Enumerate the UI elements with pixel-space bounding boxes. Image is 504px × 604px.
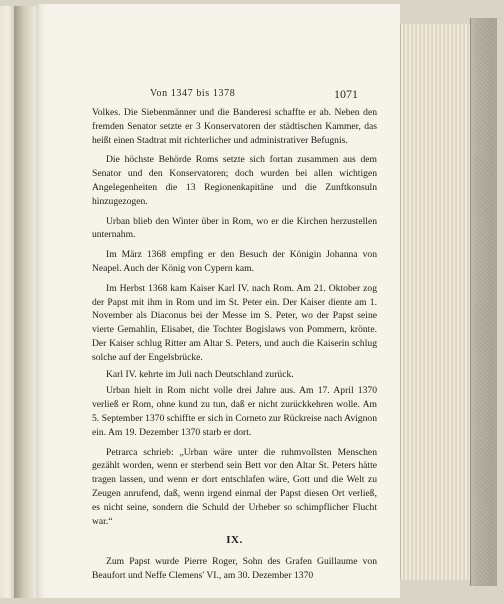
chapter-heading: IX. — [226, 534, 243, 547]
paragraph-6: Karl IV. kehrte im Juli nach Deutschland zurück. — [106, 368, 294, 380]
book-cover-board — [470, 18, 497, 586]
paragraph-8: Petrarca schrieb: „Urban wäre unter die ruhmvollsten Menschen gezählt worden, wenn er sterbend sein Bett vor den Altar St. Peters hätte tragen lassen, und wenn er dort entschlafen wäre, Gott und die Welt zu Zeugen anrufend, daß, wenn irgend einmal der Papst diesen Ort verließ, es nicht seine, sondern die Schuld der Urheber so schimpflicher Flucht war.“ — [92, 446, 377, 527]
running-head-title: Von 1347 bis 1378 — [150, 88, 236, 99]
book-gutter — [14, 6, 36, 598]
paragraph-9: Zum Papst wurde Pierre Roger, Sohn des Grafen Guillaume von Beaufort und Neffe Clemens' VI., am 30. Dezember 1370 — [92, 556, 377, 581]
paragraph-2: Die höchste Behörde Roms setzte sich fortan zusammen aus dem Senator und den Konservatoren; doch wurden bei allen wichtigen Angelegenheiten die 13 Regionenkapitäne und die Zunftkonsuln hinzugezogen. — [92, 154, 377, 207]
paragraph-1: Volkes. Die Siebenmänner und die Banderesi schaffte er ab. Neben den fremden Senator setzte er 3 Konservatoren der städtischen Kammer, das heißt einen Stadtrat mit richterlicher und administrativer Befugnis. — [92, 107, 377, 146]
page-number: 1071 — [334, 87, 358, 101]
body-text — [92, 106, 377, 589]
paragraph-4: Im März 1368 empfing er den Besuch der Königin Johanna von Neapel. Auch der König von Cypern kam. — [92, 249, 377, 274]
running-head — [64, 88, 364, 104]
paragraph-3: Urban blieb den Winter über in Rom, wo er die Kirchen herzustellen unternahm. — [92, 215, 377, 241]
paragraph-5: Im Herbst 1368 kam Kaiser Karl IV. nach Rom. Am 21. Oktober zog der Papst mit ihm in Rom und im St. Peter ein. Der Kaiser diente am 1. November als Diaconus bei der Messe im S. Peter, wo der Papst seine vierte Gemahlin, Elisabet, die Tochter Bogislaws von Pommern, krönte. Der Kaiser schlug Ritter am Altar S. Peters, und auch die Kaiserin schlug solche auf der Engelsbrücke. — [92, 282, 377, 363]
page-block-edge — [400, 24, 471, 580]
paragraph-7: Urban hielt in Rom nicht volle drei Jahre aus. Am 17. April 1370 verließ er Rom, ohne kund zu tun, daß er nicht zurückkehren wolle. Am 5. September 1370 schiffte er sich in Corneto zur Rückreise nach Avignon ein. Am 19. Dezember 1370 starb er dort. — [92, 385, 377, 438]
previous-page-edge — [0, 6, 15, 598]
